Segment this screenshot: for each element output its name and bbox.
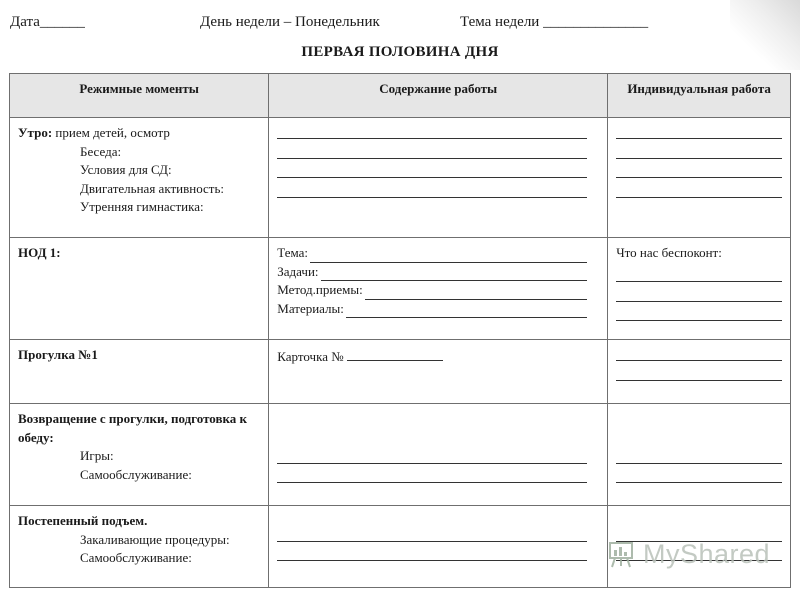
routine-cell-nod [10,238,269,340]
routine-cell-morning [10,118,269,238]
day-of-week: День недели – Понедельник [200,14,380,30]
wakeup-label: Постепенный подъем. [18,513,148,528]
morning-label-rest: прием детей, осмотр [52,125,170,140]
morning-item: Условия для СД: [80,162,172,177]
walk-card-field[interactable] [277,346,599,367]
watermark-text: MyShared [643,538,771,569]
blank-line[interactable] [616,346,782,361]
field-line[interactable] [310,247,587,263]
blank-line[interactable] [277,159,587,179]
table-row-morning [10,118,791,238]
blank-line[interactable] [616,464,782,484]
week-topic-field: Тема недели ______________ [460,14,649,30]
return-item: Самообслуживание: [80,466,192,482]
morning-item: Утренняя гимнастика: [80,199,204,214]
routine-cell-wakeup [10,506,269,588]
blank-line[interactable] [277,444,587,464]
field-label: Задачи: [277,263,319,279]
wakeup-item: Закаливающие процедуры: [80,531,230,547]
nod-field-topic[interactable] [277,244,599,263]
blank-line[interactable] [616,444,782,464]
blank-line[interactable] [616,263,782,283]
blank-line[interactable] [277,542,587,562]
document-header [10,14,790,36]
table-header-row [10,74,791,118]
routine-cell-walk [10,340,269,404]
page-title: ПЕРВАЯ ПОЛОВИНА ДНЯ [301,44,499,60]
nod-field-methods[interactable] [277,281,599,300]
blank-line[interactable] [277,124,587,139]
individual-cell-nod [608,238,791,340]
field-line[interactable] [346,302,587,318]
table-row-walk [10,340,791,404]
presentation-board-icon [607,539,637,569]
nod-field-tasks[interactable] [277,263,599,282]
return-label: Возвращение с прогулки, подготовка к обеду: [18,411,248,445]
blank-line[interactable] [277,178,587,198]
plan-table [9,73,791,588]
field-line[interactable] [347,346,443,361]
blank-line[interactable] [616,282,782,302]
table-row-nod [10,238,791,340]
individual-cell-return [608,404,791,506]
column-header-individual: Индивидуальная работа [608,74,791,118]
return-item: Игры: [80,448,114,463]
blank-line[interactable] [616,361,782,381]
blank-line[interactable] [277,522,587,542]
content-cell-return [269,404,608,506]
blank-line[interactable] [616,124,782,139]
field-label: Тема: [277,245,309,260]
wakeup-item: Самообслуживание: [80,550,192,565]
morning-item: Беседа: [80,143,122,159]
column-header-routine: Режимные моменты [10,74,269,118]
content-cell-morning [269,118,608,238]
nod-field-materials[interactable] [277,300,599,319]
field-label: Метод.приемы: [277,282,363,297]
field-line[interactable] [365,284,588,300]
blank-line[interactable] [616,178,782,198]
nod-concern-label: Что нас беспоконт: [616,245,722,260]
individual-cell-walk [608,340,791,404]
blank-line[interactable] [277,464,587,484]
column-header-content: Содержание работы [269,74,608,118]
date-field: Дата______ [10,14,85,30]
morning-item: Двигательная активность: [80,180,225,196]
blank-line[interactable] [616,159,782,179]
walk-label: Прогулка №1 [18,347,98,362]
table-row-return [10,404,791,506]
content-cell-walk [269,340,608,404]
blank-line[interactable] [616,139,782,159]
blank-line[interactable] [616,302,782,322]
watermark [607,536,770,572]
field-label: Материалы: [277,300,344,316]
walk-card-label: Карточка № [277,349,344,364]
individual-cell-morning [608,118,791,238]
field-line[interactable] [321,265,588,281]
morning-label-bold: Утро: [18,125,53,140]
content-cell-wakeup [269,506,608,588]
nod-label: НОД 1: [18,245,61,260]
routine-cell-return [10,404,269,506]
content-cell-nod [269,238,608,340]
blank-line[interactable] [277,139,587,159]
